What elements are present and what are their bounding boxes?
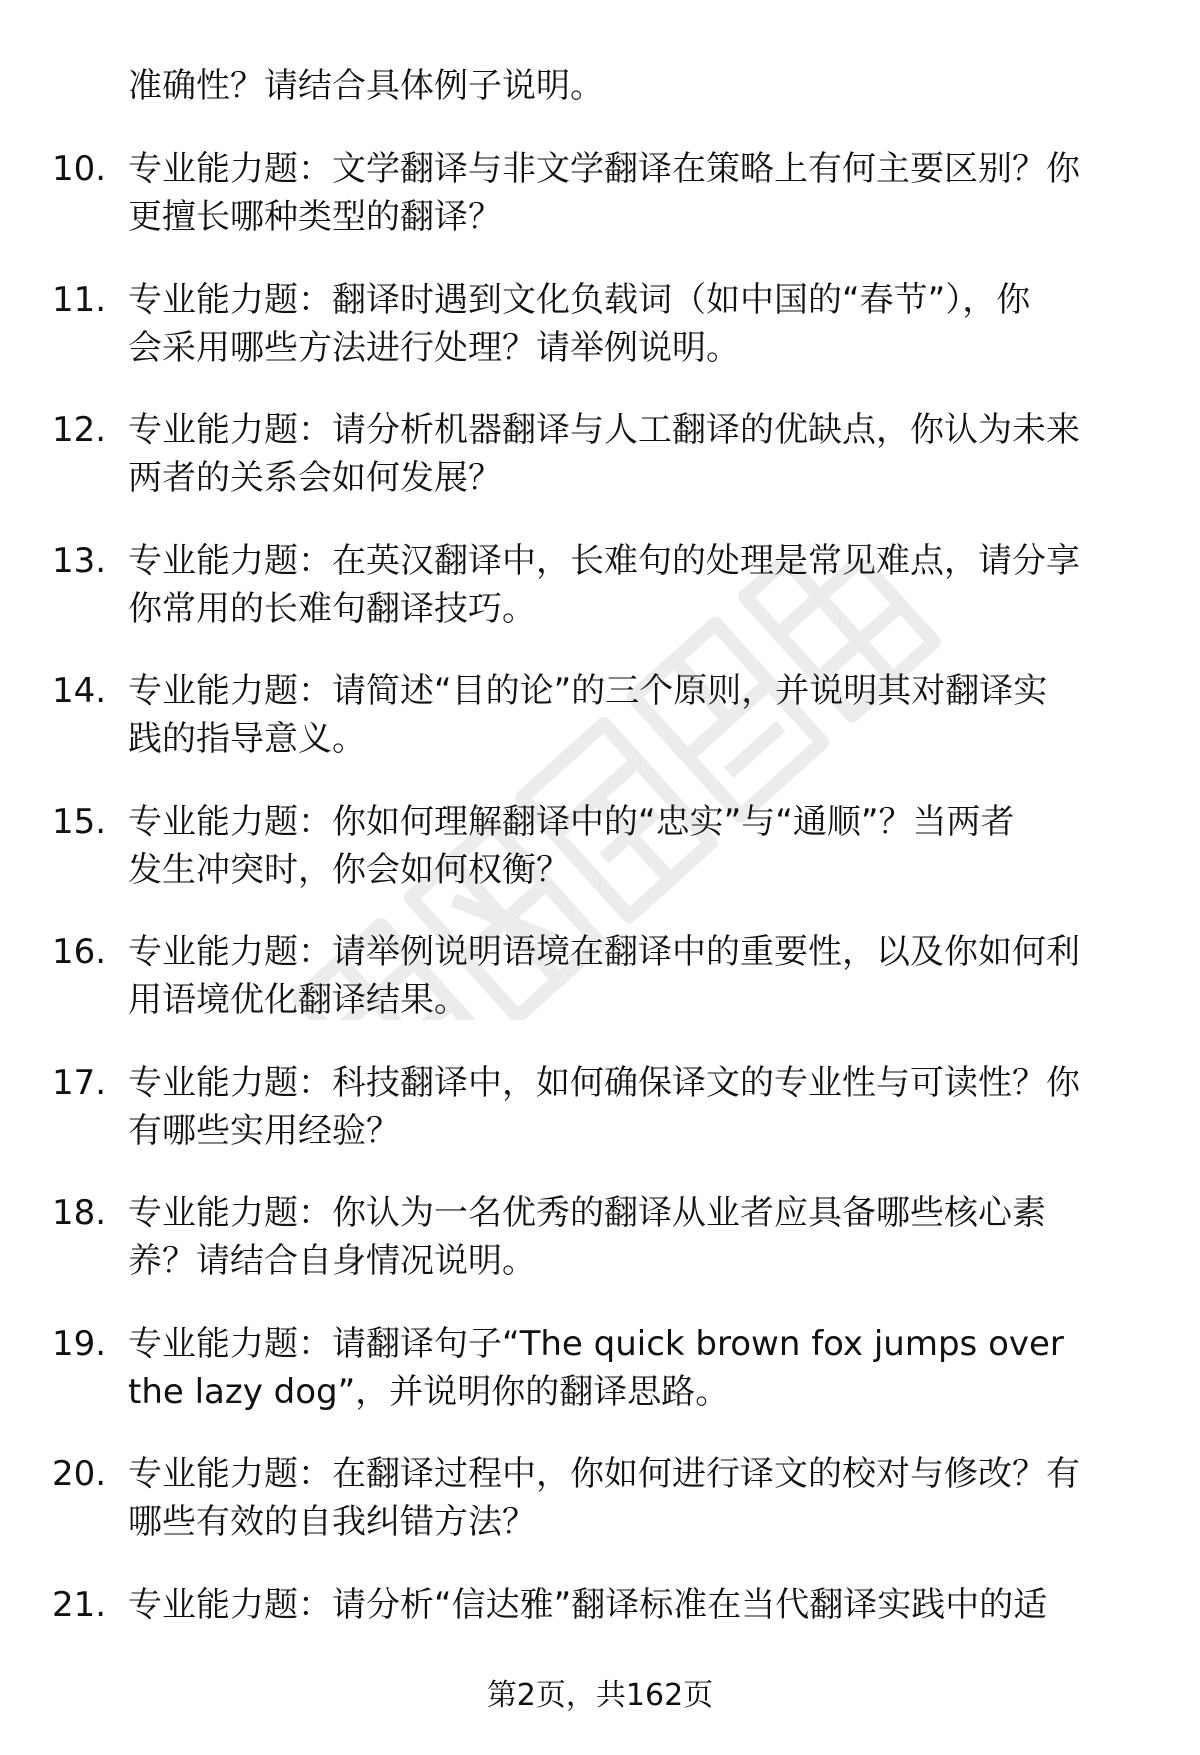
question-text [128, 145, 1148, 241]
question-item [0, 1059, 1200, 1190]
question-item [0, 1189, 1200, 1320]
question-list [0, 145, 1200, 1711]
question-number: 20. [52, 1454, 107, 1494]
question-number: 15. [52, 801, 107, 842]
question-item [0, 1320, 1200, 1451]
question-text [128, 1450, 1148, 1546]
continued-question-line: 准确性？请结合具体例子说明。 [128, 66, 604, 106]
question-number: 17. [52, 1062, 107, 1103]
question-item [0, 276, 1200, 407]
question-item [0, 537, 1200, 668]
question-number: 11. [52, 279, 107, 320]
question-line: 专业能力题：翻译时遇到文化负载词（如中国的“春节”），你 [128, 279, 1031, 320]
question-line: 专业能力题：科技翻译中，如何确保译文的专业性与可读性？你 [128, 1062, 1080, 1103]
question-number: 21. [52, 1584, 107, 1625]
question-line: 两者的关系会如何发展？ [128, 458, 502, 498]
question-line: 专业能力题：在翻译过程中，你如何进行译文的校对与修改？有 [128, 1454, 1080, 1494]
question-item [0, 406, 1200, 537]
question-item [0, 928, 1200, 1059]
question-line: 专业能力题：请分析“信达雅”翻译标准在当代翻译实践中的适 [128, 1584, 1048, 1625]
question-text [128, 406, 1148, 502]
question-item [0, 1450, 1200, 1581]
question-number: 18. [52, 1193, 107, 1233]
question-item [0, 798, 1200, 929]
question-line: 专业能力题：请分析机器翻译与人工翻译的优缺点，你认为未来 [128, 410, 1080, 450]
question-number: 13. [52, 540, 107, 581]
question-text [128, 798, 1148, 894]
question-number: 10. [52, 149, 107, 189]
question-line: 你常用的长难句翻译技巧。 [128, 588, 536, 629]
question-line: 专业能力题：请简述“目的论”的三个原则，并说明其对翻译实 [128, 671, 1048, 711]
question-line: 更擅长哪种类型的翻译？ [128, 197, 502, 237]
question-line: 专业能力题：你认为一名优秀的翻译从业者应具备哪些核心素 [128, 1193, 1046, 1233]
question-line: 会采用哪些方法进行处理？请举例说明。 [128, 327, 740, 368]
question-line: 养？请结合自身情况说明。 [128, 1241, 536, 1281]
question-line: 践的指导意义。 [128, 719, 366, 759]
question-text [128, 276, 1148, 372]
question-line: 哪些有效的自我纠错方法？ [128, 1502, 536, 1542]
question-text [128, 928, 1148, 1024]
question-line: 发生冲突时，你会如何权衡？ [128, 849, 570, 890]
question-line: 专业能力题：在英汉翻译中，长难句的处理是常见难点，请分享 [128, 540, 1080, 581]
question-text [128, 1581, 1148, 1629]
question-line: 专业能力题：请翻译句子“The quick brown fox jumps over [128, 1323, 1064, 1364]
question-item [0, 145, 1200, 276]
question-line: 专业能力题：你如何理解翻译中的“忠实”与“通顺”？当两者 [128, 801, 1015, 842]
question-text [128, 667, 1148, 763]
question-line: 用语境优化翻译结果。 [128, 980, 468, 1020]
question-number: 19. [52, 1323, 107, 1364]
question-text [128, 1189, 1148, 1285]
question-line: 有哪些实用经验？ [128, 1110, 400, 1151]
question-text [128, 1320, 1148, 1416]
question-number: 14. [52, 671, 107, 711]
question-line: 专业能力题：请举例说明语境在翻译中的重要性，以及你如何利 [128, 932, 1080, 972]
question-line: 专业能力题：文学翻译与非文学翻译在策略上有何主要区别？你 [128, 149, 1080, 189]
question-text [128, 537, 1148, 633]
question-number: 12. [52, 410, 107, 450]
question-item [0, 667, 1200, 798]
page-footer: 第2页，共162页 [486, 1678, 714, 1713]
question-text [128, 1059, 1148, 1155]
question-line: the lazy dog”，并说明你的翻译思路。 [128, 1371, 730, 1412]
question-number: 16. [52, 932, 107, 972]
